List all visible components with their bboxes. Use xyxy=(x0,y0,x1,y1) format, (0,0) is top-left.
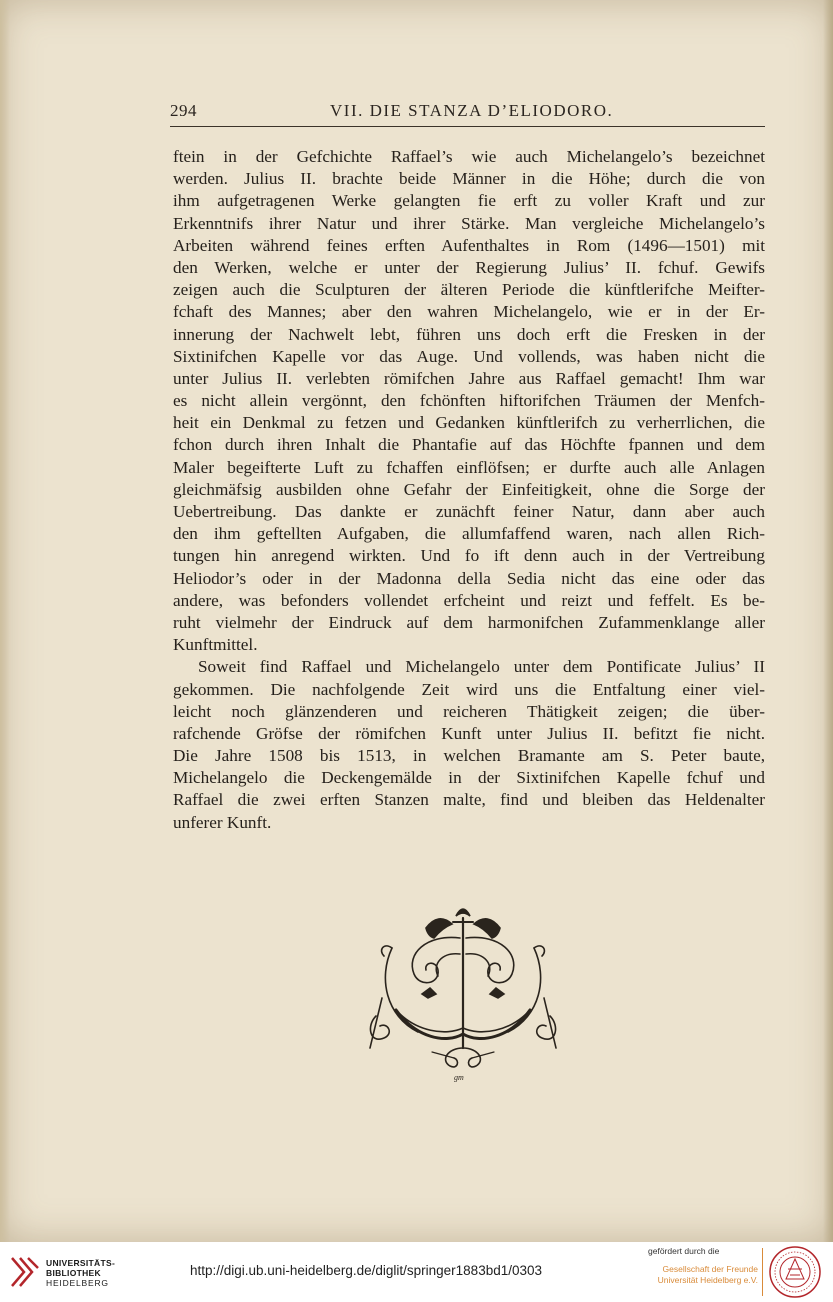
text-line: andere, was befonders vollendet erfcheint und reizt und feffelt. Es be- xyxy=(173,590,765,610)
text-line: den Werken, welche er unter der Regierung Julius’ II. fchuf. Gewifs xyxy=(173,257,765,277)
text-line: rafchende Gröfse der römifchen Kunft unter Julius II. befitzt fie nicht. xyxy=(173,723,765,743)
text-line: tungen hin anregend wirkten. Und fo ift denn auch in der Vertreibung xyxy=(173,546,765,566)
text-line: Michelangelo die Deckengemälde in der Sixtinifchen Kapelle fchuf und xyxy=(173,768,765,788)
digital-copy-link[interactable]: http://digi.ub.uni-heidelberg.de/diglit/springer1883bd1/0303 xyxy=(190,1263,543,1278)
text-line: es nicht allein vergönnt, den fchönften hiftorifchen Träumen der Menfch- xyxy=(173,391,765,411)
text-line: ftein in der Gefchichte Raffael’s wie auch Michelangelo’s bezeichnet xyxy=(173,147,765,166)
body-text xyxy=(173,146,765,834)
page-number: 294 xyxy=(170,101,197,120)
paragraph-1 xyxy=(173,146,765,656)
text-line: fchaft des Mannes; aber den wahren Michelangelo, wie er in der Er- xyxy=(173,302,765,322)
page-edge-right xyxy=(823,0,833,1242)
text-line: heit ein Denkmal zu fetzen und Gedanken künftlerifch zu verherrlichen, die xyxy=(173,413,765,433)
society-name-line: Gesellschaft der Freunde xyxy=(662,1264,758,1274)
funded-by-label: gefördert durch die xyxy=(648,1246,720,1256)
text-line: Erkenntnifs ihrer Natur und ihrer Stärke. Man vergleiche Michelangelo’s xyxy=(173,213,765,233)
university-library-logo-icon xyxy=(8,1250,40,1294)
society-name-line: Universität Heidelberg e.V. xyxy=(657,1275,758,1285)
paragraph-2 xyxy=(173,656,765,834)
text-line: unter Julius II. verlebten römifchen Jahre aus Raffael gemacht! Ihm war xyxy=(173,368,765,388)
text-line: Maler begeifterte Luft zu fchaffen einflöfsen; er durfte auch alle Anlagen xyxy=(173,457,765,477)
text-line: Sixtinifchen Kapelle vor das Auge. Und vollends, was haben nicht die xyxy=(173,346,765,366)
text-line: unferer Kunft. xyxy=(173,812,272,832)
library-name xyxy=(46,1258,115,1288)
university-seal-icon xyxy=(768,1245,822,1299)
library-name-line: UNIVERSITÄTS- xyxy=(46,1258,116,1268)
header-rule xyxy=(170,126,765,127)
text-line: Arbeiten während feines erften Aufenthaltes in Rom (1496—1501) mit xyxy=(173,235,765,255)
ornamental-vignette xyxy=(356,898,570,1084)
page-edge-left xyxy=(0,0,10,1242)
text-line: zeigen auch die Sculpturen der älteren Periode die künftlerifche Meifter- xyxy=(173,280,765,300)
digitization-footer xyxy=(0,1242,833,1302)
text-line: fchon durch ihren Inhalt die Phantafie auf das Höchfte fpannen und dem xyxy=(173,435,765,455)
text-line: Soweit find Raffael und Michelangelo unter dem Pontificate Julius’ II xyxy=(198,657,765,677)
text-line: Heliodor’s oder in der Madonna della Sedia nicht das eine oder das xyxy=(173,568,765,588)
text-line: Raffael die zwei erften Stanzen malte, find und bleiben das Heldenalter xyxy=(173,790,765,810)
text-line: ihm aufgetragenen Werke gelangten fie erft zu voller Kraft und zur xyxy=(173,191,765,211)
running-title: VII. DIE STANZA D’ELIODORO. xyxy=(330,101,614,120)
text-line: den ihm geftellten Aufgaben, die allumfaffend waren, nach allen Rich- xyxy=(173,524,765,544)
text-line: innerung der Nachwelt lebt, führen uns doch erft die Fresken in der xyxy=(173,324,765,344)
text-line: werden. Julius II. brachte beide Männer in die Höhe; durch die von xyxy=(173,169,765,189)
text-line: gekommen. Die nachfolgende Zeit wird uns die Entfaltung einer viel- xyxy=(173,679,765,699)
text-line: leicht noch glänzenderen und reicheren Thätigkeit zeigen; die über- xyxy=(173,701,765,721)
running-head xyxy=(170,101,765,125)
ornament-signature: gm xyxy=(454,1073,464,1082)
library-name-line: HEIDELBERG xyxy=(46,1278,109,1288)
text-line: Uebertreibung. Das dankte er zunächft feiner Natur, dann aber auch xyxy=(173,502,765,521)
text-line: Die Jahre 1508 bis 1513, in welchen Bramante am S. Peter baute, xyxy=(173,746,765,766)
text-line: Kunftmittel. xyxy=(173,635,258,655)
library-name-line: BIBLIOTHEK xyxy=(46,1268,101,1278)
society-name xyxy=(648,1264,758,1286)
text-line: gleichmäfsig ausbilden ohne Gefahr der Einfeitigkeit, ohne die Sorge der xyxy=(173,479,765,499)
footer-divider xyxy=(762,1248,763,1296)
text-line: ruht vielmehr der Eindruck auf dem harmonifchen Zufammenklange aller xyxy=(173,612,765,632)
